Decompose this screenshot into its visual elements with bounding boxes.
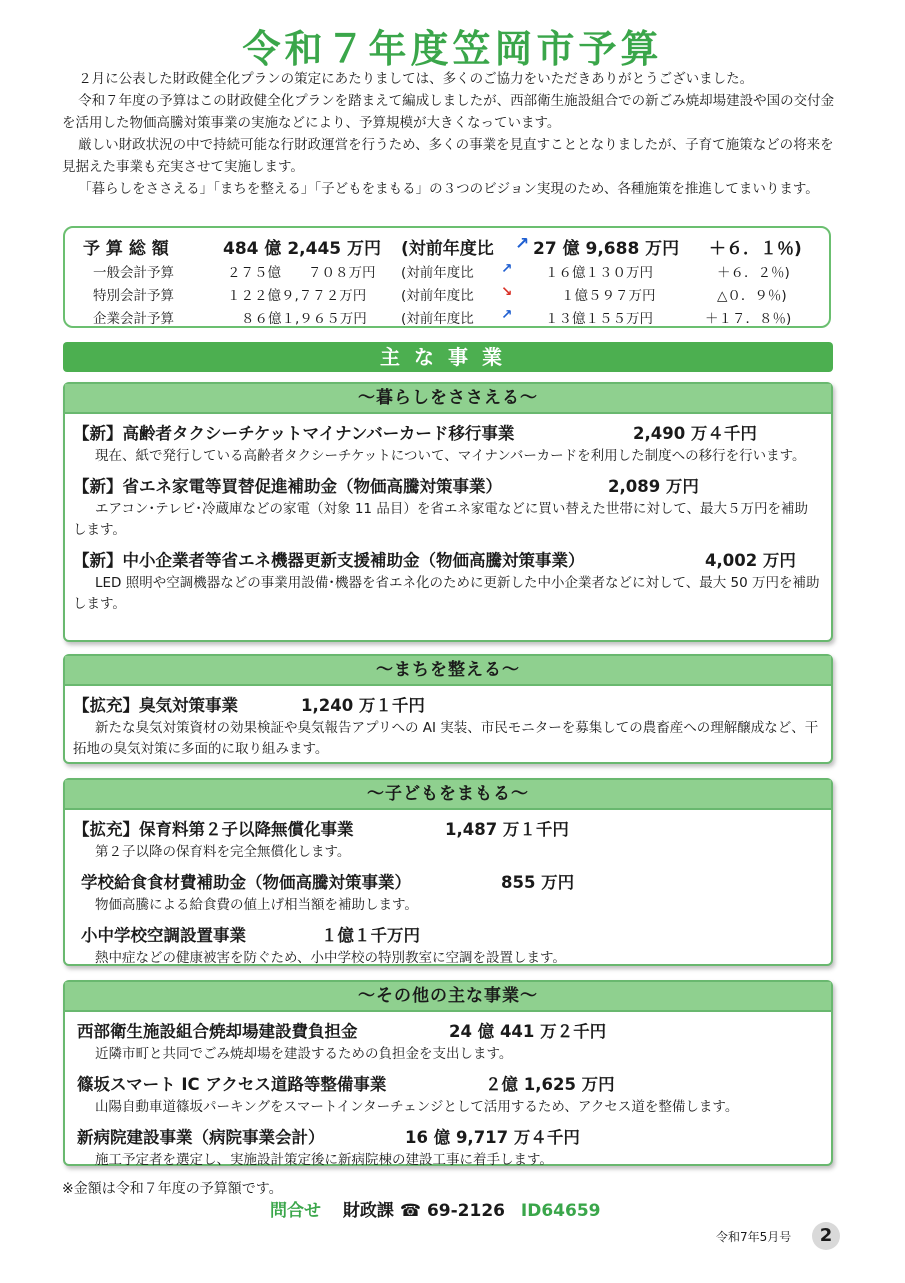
project-title-row: [73, 420, 831, 444]
budget-pct: ＋１７．８％): [705, 311, 792, 327]
section-heading: 〜その他の主な事業〜: [65, 982, 831, 1012]
project-title: 小中学校空調設置事業: [81, 926, 246, 945]
contact-department: 財政課: [342, 1201, 394, 1221]
contact-label: 問合せ: [270, 1201, 321, 1221]
intro-paragraph: 「暮らしをささえる」「まちを整える」「子どもをまもる」の３つのビジョン実現のため、各種施策を推進してまいります。: [78, 181, 819, 197]
page-title: 令和７年度笠岡市予算: [242, 27, 663, 71]
intro-paragraph: 令和７年度の予算はこの財政健全化プランを踏まえて編成しましたが、西部衛生施設組合での新ごみ焼却場建設や国の交付金を活用した物価高騰対策事業の実施などにより、予算規模が大きくなっています。: [62, 93, 835, 131]
section-living: [63, 382, 833, 642]
project-title-row: [73, 816, 831, 840]
budget-pct: ＋６．２％): [717, 265, 790, 281]
project-amount: 4,002 万円: [705, 551, 796, 570]
project-title: 西部衛生施設組合焼却場建設費負担金: [77, 1022, 358, 1041]
section-heading: 〜まちを整える〜: [65, 656, 831, 686]
project-amount: 16 億 9,717 万４千円: [405, 1128, 580, 1147]
section-children: [63, 778, 833, 966]
project-description: 近隣市町と共同でごみ焼却場を建設するための負担金を支出します。: [95, 1046, 513, 1062]
project-title-row: [77, 1071, 831, 1095]
project-description: 新たな臭気対策資材の効果検証や臭気報告アプリへの AI 実装、市民モニターを募集しての農畜産への理解醸成など、干拓地の臭気対策に多面的に取り組みます。: [73, 720, 819, 757]
budget-change: 27 億 9,688 万円: [533, 239, 680, 259]
arrow-up-icon: ↗: [515, 234, 530, 254]
budget-ratio-label: (対前年度比: [401, 311, 474, 327]
arrow-down-icon: ↘: [501, 284, 513, 300]
budget-ratio-label: (対前年度比: [401, 288, 474, 304]
project-item: [73, 473, 831, 541]
intro-text: [62, 68, 840, 200]
section-heading: 〜子どもをまもる〜: [65, 780, 831, 810]
project-description: 物価高騰による給食費の値上げ相当額を補助します。: [95, 897, 418, 913]
project-title: 【新】高齢者タクシーチケットマイナンバーカード移行事業: [73, 424, 515, 443]
project-amount: 2,490 万４千円: [633, 424, 757, 443]
project-item: [73, 547, 831, 615]
budget-amount: ２７５億 ７０８万円: [227, 265, 376, 281]
main-projects-bar: 主な事業: [63, 342, 833, 372]
section-town: [63, 654, 833, 764]
project-title-row: [81, 869, 831, 893]
project-title-row: [77, 1124, 831, 1148]
page-number: 2: [812, 1222, 840, 1250]
issue-date: 令和7年5月号: [716, 1230, 792, 1244]
project-title: 【新】中小企業者等省エネ機器更新支援補助金（物価高騰対策事業）: [73, 551, 585, 570]
project-description: 山陽自動車道篠坂パーキングをスマートインターチェンジとして活用するため、アクセス道を整備します。: [95, 1099, 739, 1115]
project-item: [73, 816, 831, 863]
project-item: [81, 869, 831, 916]
project-title: 【拡充】臭気対策事業: [73, 696, 238, 715]
intro-paragraph: ２月に公表した財政健全化プランの策定にあたりましては、多くのご協力をいただきありがとうございました。: [78, 71, 754, 87]
amount-note: ※金額は令和７年度の予算額です。: [62, 1181, 283, 1197]
section-heading: 〜暮らしをささえる〜: [65, 384, 831, 414]
contact-id: ID64659: [520, 1201, 601, 1221]
project-title: 篠坂スマート IC アクセス道路等整備事業: [77, 1075, 387, 1094]
project-title-row: [73, 547, 831, 571]
budget-amount: １２２億９,７７２万円: [227, 288, 367, 304]
project-item: [77, 1018, 831, 1065]
project-item: [73, 420, 831, 467]
project-amount: 2,089 万円: [608, 477, 699, 496]
project-item: [77, 1071, 831, 1118]
budget-change: １６億１３０万円: [545, 265, 653, 281]
project-description: LED 照明や空調機器などの事業用設備･機器を省エネ化のために更新した中小企業者などに対して、最大 50 万円を補助します。: [73, 575, 820, 612]
project-title: 学校給食食材費補助金（物価高騰対策事業）: [81, 873, 411, 892]
budget-amount: 484 億 2,445 万円: [223, 239, 382, 259]
project-title-row: [77, 1018, 831, 1042]
project-amount: 1,487 万１千円: [445, 820, 569, 839]
project-amount: 855 万円: [501, 873, 575, 892]
budget-ratio-label: (対前年度比: [401, 265, 474, 281]
project-amount: １億１千万円: [321, 926, 420, 945]
budget-label: 特別会計予算: [93, 288, 174, 304]
contact-phone: 69-2126: [426, 1201, 505, 1221]
project-description: 第２子以降の保育料を完全無償化します。: [95, 844, 351, 860]
project-amount: 1,240 万１千円: [301, 696, 425, 715]
project-title-row: [73, 692, 831, 716]
project-item: [73, 692, 831, 760]
budget-change: １３億１５５万円: [545, 311, 653, 327]
project-title-row: [73, 473, 831, 497]
project-amount: 24 億 441 万２千円: [449, 1022, 607, 1041]
project-title-row: [81, 922, 831, 946]
project-amount: ２億 1,625 万円: [485, 1075, 615, 1094]
contact-info: [270, 1196, 601, 1221]
project-description: 現在、紙で発行している高齢者タクシーチケットについて、マイナンバーカードを利用した制度への移行を行います。: [95, 448, 806, 464]
project-item: [81, 922, 831, 969]
intro-paragraph: 厳しい財政状況の中で持続可能な行財政運営を行うため、多くの事業を見直すこととなりましたが、子育て施策などの将来を見据えた事業も充実させて実施します。: [62, 137, 834, 175]
project-item: [77, 1124, 831, 1171]
arrow-up-icon: ↗: [501, 261, 513, 277]
budget-amount: ８６億１,９６５万円: [241, 311, 367, 327]
project-description: 熱中症などの健康被害を防ぐため、小中学校の特別教室に空調を設置します。: [95, 950, 566, 966]
budget-change: １億５９７万円: [561, 288, 656, 304]
budget-label: 一般会計予算: [93, 265, 174, 281]
budget-pct: ＋６．１％): [709, 239, 802, 259]
budget-summary-box: [63, 226, 831, 328]
budget-label: 予 算 総 額: [83, 239, 169, 259]
budget-pct: △０．９％): [717, 288, 787, 304]
project-description: エアコン･テレビ･冷蔵庫などの家電（対象 11 品目）を省エネ家電などに買い替えた世帯に対して、最大５万円を補助します。: [73, 501, 809, 538]
phone-icon: ☎: [399, 1201, 422, 1221]
arrow-up-icon: ↗: [501, 307, 513, 323]
project-title: 【拡充】保育料第２子以降無償化事業: [73, 820, 354, 839]
budget-ratio-label: (対前年度比: [401, 239, 494, 259]
project-description: 施工予定者を選定し、実施設計策定後に新病院棟の建設工事に着手します。: [95, 1152, 553, 1168]
project-title: 【新】省エネ家電等買替促進補助金（物価高騰対策事業）: [73, 477, 502, 496]
budget-label: 企業会計予算: [93, 311, 174, 327]
project-title: 新病院建設事業（病院事業会計）: [77, 1128, 325, 1147]
section-other: [63, 980, 833, 1166]
